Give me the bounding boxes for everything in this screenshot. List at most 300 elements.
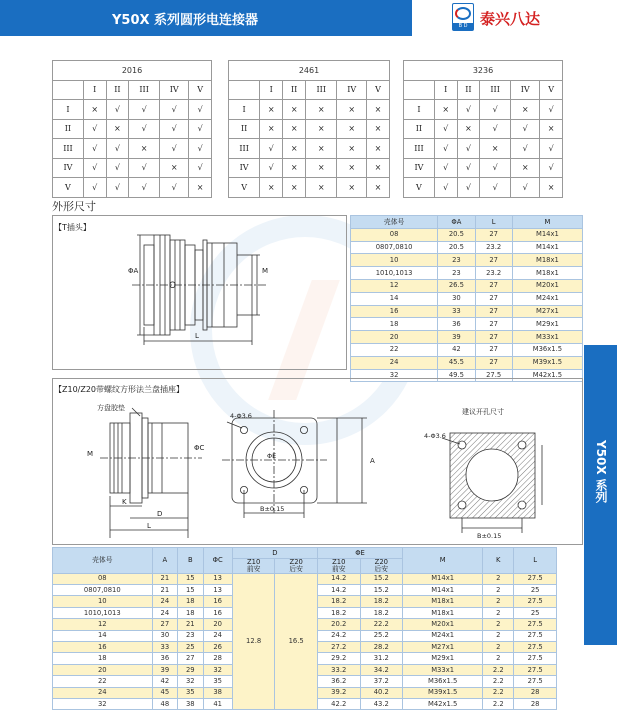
matrix-cell: √ <box>434 119 457 139</box>
matrix-cell: × <box>457 119 480 139</box>
z-table-row <box>53 573 557 584</box>
z-table-cell: 28 <box>514 698 557 709</box>
z-table-cell: 2.2 <box>483 687 514 698</box>
z-table-cell: 18.2 <box>360 596 403 607</box>
matrix-row-header: III <box>404 139 435 159</box>
t-table-cell: 36 <box>438 318 475 331</box>
matrix-col-header: II <box>457 80 480 100</box>
matrix-cell: √ <box>106 139 129 159</box>
z-table-cell: 2 <box>483 653 514 664</box>
matrix-col-header: IV <box>160 80 189 100</box>
matrix-col-header: V <box>540 80 563 100</box>
b-label-2: B±0.15 <box>477 532 502 540</box>
t-table-cell: 30 <box>438 292 475 305</box>
z-table-cell: 0807,0810 <box>53 584 153 595</box>
matrix-row <box>53 100 212 120</box>
z-table-cell: 21 <box>178 619 203 630</box>
matrix-cell: × <box>366 158 389 178</box>
matrix-cell: √ <box>189 100 212 120</box>
hole-size-label: 建议开孔尺寸 <box>462 408 504 416</box>
matrix-col-header: I <box>83 80 106 100</box>
z-table-cell: 23 <box>178 630 203 641</box>
z-table-cell: 16 <box>203 596 232 607</box>
z-table-cell: 25 <box>514 607 557 618</box>
matrix-cell: √ <box>83 139 106 159</box>
t-table-cell: M29x1 <box>512 318 582 331</box>
matrix-row <box>229 178 390 198</box>
matrix-cell: × <box>83 100 106 120</box>
t-table-cell: 27 <box>475 356 512 369</box>
brand-name: 泰兴八达 <box>480 10 541 28</box>
matrix-row-header: II <box>404 119 435 139</box>
matrix-cell: √ <box>83 158 106 178</box>
t-table-cell: 18 <box>351 318 438 331</box>
b-label-1: B±0.15 <box>260 505 285 513</box>
z-table-cell: 15.2 <box>360 584 403 595</box>
z-table-cell: 29.2 <box>317 653 360 664</box>
a-label: A <box>370 457 375 465</box>
z-table-cell: 21 <box>152 584 177 595</box>
m-label: M <box>262 267 269 275</box>
t-plug-drawing <box>52 215 347 370</box>
z-table-cell: 12 <box>53 619 153 630</box>
z-table-cell: 37.2 <box>360 676 403 687</box>
compat-matrix-3236 <box>403 60 563 198</box>
t-table-cell: 12 <box>351 279 438 292</box>
matrix-row-header: III <box>53 139 84 159</box>
t-table-cell: M39x1.5 <box>512 356 582 369</box>
z-table-cell: 2.2 <box>483 676 514 687</box>
matrix-cell: √ <box>129 100 160 120</box>
t-table-cell: 23.2 <box>475 241 512 254</box>
matrix-cell: × <box>434 100 457 120</box>
matrix-cell: √ <box>457 100 480 120</box>
t-table-cell: 14 <box>351 292 438 305</box>
z-table-cell: 33.2 <box>317 664 360 675</box>
compat-matrix-2016 <box>52 60 212 198</box>
z-table-cell: 22.2 <box>360 619 403 630</box>
matrix-cell: × <box>337 139 367 159</box>
matrix-row-header: V <box>404 178 435 198</box>
z-table-cell: 35 <box>203 676 232 687</box>
matrix-col-header: II <box>283 80 306 100</box>
matrix-cell: √ <box>434 158 457 178</box>
z-table-cell: 2 <box>483 619 514 630</box>
z-table-d-z20: 16.5 <box>275 573 318 710</box>
z-table-header: A <box>152 548 177 574</box>
t-table-cell: 23 <box>438 267 475 280</box>
t-table-cell: 08 <box>351 228 438 241</box>
z-table-cell: 18 <box>178 596 203 607</box>
z-table-cell: 15 <box>178 573 203 584</box>
z-table-cell: 27.5 <box>514 630 557 641</box>
z-table-cell: 2 <box>483 596 514 607</box>
matrix-col-header: I <box>260 80 283 100</box>
z-table-header: B <box>178 548 203 574</box>
matrix-cell: √ <box>189 158 212 178</box>
z-table-cell: 15.2 <box>360 573 403 584</box>
matrix-row <box>229 158 390 178</box>
z-table-header: 壳体号 <box>53 548 153 574</box>
t-table-cell: M24x1 <box>512 292 582 305</box>
z-table-cell: 29 <box>178 664 203 675</box>
matrix-cell: √ <box>511 178 540 198</box>
matrix-cell: √ <box>457 178 480 198</box>
phi-e-label: ΦE <box>267 452 277 460</box>
t-table-cell: 27 <box>475 305 512 318</box>
z-table-cell: 22 <box>53 676 153 687</box>
phi-a-label: ΦA <box>128 267 139 275</box>
z-table-cell: 14.2 <box>317 584 360 595</box>
t-table-cell: M18x1 <box>512 254 582 267</box>
matrix-cell: √ <box>160 178 189 198</box>
z-table-cell: 28.2 <box>360 641 403 652</box>
z-table-cell: 27.5 <box>514 664 557 675</box>
matrix-cell: × <box>306 100 337 120</box>
matrix-cell: √ <box>434 139 457 159</box>
z-table-cell: 13 <box>203 584 232 595</box>
matrix-cell: √ <box>480 100 511 120</box>
t-table-cell: 33 <box>438 305 475 318</box>
z-table-cell: 30 <box>152 630 177 641</box>
matrix-row <box>229 119 390 139</box>
z-table-cell: 41 <box>203 698 232 709</box>
matrix-col-header: V <box>189 80 212 100</box>
matrix-row-header: V <box>229 178 260 198</box>
t-table-cell: 20.5 <box>438 228 475 241</box>
d-label: D <box>157 510 163 518</box>
matrix-row <box>404 178 563 198</box>
matrix-row-header: II <box>53 119 84 139</box>
z-table-cell: 38 <box>178 698 203 709</box>
z-table-cell: M42x1.5 <box>403 698 483 709</box>
t-table-cell: M33x1 <box>512 331 582 344</box>
matrix-cell: √ <box>160 100 189 120</box>
series-side-tab <box>584 345 617 645</box>
z-table-cell: 15 <box>178 584 203 595</box>
matrix-col-header: III <box>480 80 511 100</box>
matrix-row-header: I <box>229 100 260 120</box>
matrix-cell: × <box>160 158 189 178</box>
matrix-cell: × <box>283 119 306 139</box>
z-table-cell: 31.2 <box>360 653 403 664</box>
z-table-subheader: Z20 后安 <box>275 559 318 574</box>
z-table-header: M <box>403 548 483 574</box>
t-table-cell: 27.5 <box>475 369 512 382</box>
matrix-row <box>404 139 563 159</box>
matrix-cell: √ <box>480 158 511 178</box>
matrix-cell: × <box>480 139 511 159</box>
matrix-col-header: I <box>434 80 457 100</box>
z-table-cell: 45 <box>152 687 177 698</box>
z-table-cell: 14 <box>53 630 153 641</box>
matrix-cell: √ <box>106 178 129 198</box>
z-table-cell: M18x1 <box>403 607 483 618</box>
z-table-cell: 32 <box>178 676 203 687</box>
matrix-col-header: III <box>129 80 160 100</box>
hole-label-2: 4-Φ3.6 <box>424 432 446 440</box>
matrix-row-header: III <box>229 139 260 159</box>
t-table-cell: 27 <box>475 292 512 305</box>
z-table-subheader: Z10 前安 <box>317 559 360 574</box>
matrix-cell: × <box>283 139 306 159</box>
z-table-cell: 2 <box>483 630 514 641</box>
matrix-cell: √ <box>189 119 212 139</box>
logo-text: B D <box>453 23 473 30</box>
z-table-cell: 27.5 <box>514 653 557 664</box>
matrix-cell: × <box>540 119 563 139</box>
matrix-cell: × <box>260 178 283 198</box>
matrix-cell: × <box>306 139 337 159</box>
t-table-cell: 32 <box>351 369 438 382</box>
matrix-title: 2461 <box>229 61 390 81</box>
z-table-cell: 16 <box>203 607 232 618</box>
t-table-row <box>351 279 583 292</box>
z-table-cell: 32 <box>53 698 153 709</box>
z-table-cell: 27.2 <box>317 641 360 652</box>
matrix-cell: √ <box>106 158 129 178</box>
z-table-cell: M33x1 <box>403 664 483 675</box>
matrix-cell: × <box>337 119 367 139</box>
matrix-col-header: II <box>106 80 129 100</box>
z-table-cell: 32 <box>203 664 232 675</box>
matrix-cell: × <box>283 100 306 120</box>
t-table-row <box>351 241 583 254</box>
compat-matrix-2461 <box>228 60 390 198</box>
z-table-cell: M39x1.5 <box>403 687 483 698</box>
t-table-cell: M42x1.5 <box>512 369 582 382</box>
t-table-row <box>351 318 583 331</box>
z-socket-label: 【Z10/Z20带螺纹方形法兰盘插座】 <box>54 385 185 394</box>
t-table-cell: 45.5 <box>438 356 475 369</box>
matrix-row <box>53 178 212 198</box>
matrix-cell: √ <box>457 139 480 159</box>
z-table-cell: 36.2 <box>317 676 360 687</box>
z-table-cell: 35 <box>178 687 203 698</box>
matrix-row-header: IV <box>404 158 435 178</box>
matrix-corner-cell <box>229 80 260 100</box>
matrix-row-header: I <box>404 100 435 120</box>
matrix-cell: × <box>337 100 367 120</box>
matrix-cell: √ <box>260 158 283 178</box>
t-table-row <box>351 254 583 267</box>
matrix-row <box>404 100 563 120</box>
t-table-cell: M20x1 <box>512 279 582 292</box>
matrix-cell: √ <box>434 178 457 198</box>
z-table-cell: 25.2 <box>360 630 403 641</box>
matrix-row <box>53 158 212 178</box>
gasket-label: 方盘胶垫 <box>97 404 125 412</box>
z-table-cell: 20.2 <box>317 619 360 630</box>
matrix-cell: √ <box>129 178 160 198</box>
matrix-row-header: IV <box>229 158 260 178</box>
matrix-row-header: II <box>229 119 260 139</box>
z-table-cell: M14x1 <box>403 573 483 584</box>
matrix-col-header: V <box>366 80 389 100</box>
z-table-cell: 16 <box>53 641 153 652</box>
z-table-cell: 36 <box>152 653 177 664</box>
z-table-cell: 24 <box>152 607 177 618</box>
z-table-cell: M20x1 <box>403 619 483 630</box>
matrix-cell: × <box>129 139 160 159</box>
z-table-cell: 13 <box>203 573 232 584</box>
t-table-header: ΦA <box>438 216 475 229</box>
logo-icon <box>452 3 474 31</box>
t-table-cell: M14x1 <box>512 228 582 241</box>
t-table-row <box>351 228 583 241</box>
z-table-header: K <box>483 548 514 574</box>
hole-label-1: 4-Φ3.6 <box>230 412 252 420</box>
z-table-cell: 39.2 <box>317 687 360 698</box>
t-table-cell: 27 <box>475 254 512 267</box>
t-table-row <box>351 331 583 344</box>
z-table-cell: 27 <box>178 653 203 664</box>
z-table-cell: 2 <box>483 573 514 584</box>
matrix-row <box>229 139 390 159</box>
matrix-cell: √ <box>83 178 106 198</box>
matrix-cell: × <box>366 119 389 139</box>
z-table-cell: 39 <box>152 664 177 675</box>
z-table-cell: 2.2 <box>483 664 514 675</box>
matrix-cell: × <box>540 178 563 198</box>
t-table-cell: 27 <box>475 279 512 292</box>
matrix-row <box>53 119 212 139</box>
t-table-row <box>351 356 583 369</box>
matrix-cell: × <box>366 100 389 120</box>
z-table-cell: 24 <box>203 630 232 641</box>
z-table-header: ΦE <box>317 548 402 559</box>
z-table-cell: 2 <box>483 584 514 595</box>
z-table-cell: M27x1 <box>403 641 483 652</box>
z-table-cell: 48 <box>152 698 177 709</box>
matrix-cell: √ <box>260 139 283 159</box>
t-table-cell: 27 <box>475 318 512 331</box>
matrix-cell: √ <box>511 119 540 139</box>
t-table-header: M <box>512 216 582 229</box>
matrix-row-header: I <box>53 100 84 120</box>
k-label: K <box>122 498 127 506</box>
z-table-cell: 08 <box>53 573 153 584</box>
z-table-cell: 1010,1013 <box>53 607 153 618</box>
t-table-row <box>351 305 583 318</box>
matrix-row <box>53 139 212 159</box>
t-table-cell: 49.5 <box>438 369 475 382</box>
t-table-row <box>351 292 583 305</box>
matrix-row <box>229 100 390 120</box>
matrix-cell: √ <box>540 100 563 120</box>
z-table-cell: 43.2 <box>360 698 403 709</box>
t-plug-label: 【T插头】 <box>54 223 91 232</box>
l-dim-label: L <box>147 522 151 530</box>
z-table-cell: 26 <box>203 641 232 652</box>
matrix-cell: × <box>511 100 540 120</box>
t-table-cell: 27 <box>475 228 512 241</box>
t-table-cell: 26.5 <box>438 279 475 292</box>
phi-c-label: ΦC <box>194 444 205 452</box>
z-table-cell: 18.2 <box>317 607 360 618</box>
matrix-row <box>404 158 563 178</box>
t-table-row <box>351 267 583 280</box>
z-table-cell: 2 <box>483 641 514 652</box>
page-title: Y50X 系列圆形电连接器 <box>112 13 259 28</box>
matrix-corner-cell <box>404 80 435 100</box>
t-table-header: L <box>475 216 512 229</box>
z-table-cell: 24.2 <box>317 630 360 641</box>
z-table-cell: 42.2 <box>317 698 360 709</box>
t-table-cell: 23 <box>438 254 475 267</box>
matrix-cell: × <box>260 119 283 139</box>
l-label: L <box>195 332 199 340</box>
matrix-col-header: IV <box>511 80 540 100</box>
z-table-subheader: Z10 前安 <box>232 559 275 574</box>
t-plug-spec-table <box>350 215 583 382</box>
t-table-cell: M36x1.5 <box>512 343 582 356</box>
z-socket-drawing <box>52 378 583 545</box>
matrix-cell: × <box>306 158 337 178</box>
matrix-cell: √ <box>540 139 563 159</box>
matrix-cell: √ <box>160 119 189 139</box>
matrix-cell: × <box>366 139 389 159</box>
section-title-dimensions: 外形尺寸 <box>52 200 96 213</box>
matrix-cell: × <box>337 158 367 178</box>
z-table-cell: 25 <box>514 584 557 595</box>
z-table-subheader: Z20 后安 <box>360 559 403 574</box>
t-table-header: 壳体号 <box>351 216 438 229</box>
z-table-cell: 24 <box>152 596 177 607</box>
z-table-cell: 34.2 <box>360 664 403 675</box>
matrix-row-header: V <box>53 178 84 198</box>
z-table-cell: 27.5 <box>514 641 557 652</box>
matrix-cell: √ <box>540 158 563 178</box>
matrix-cell: √ <box>480 119 511 139</box>
z-table-cell: 27 <box>152 619 177 630</box>
z-table-cell: M36x1.5 <box>403 676 483 687</box>
matrix-cell: × <box>306 119 337 139</box>
z-table-header: ΦC <box>203 548 232 574</box>
z-table-d-z10: 12.8 <box>232 573 275 710</box>
matrix-row-header: IV <box>53 158 84 178</box>
t-table-cell: M14x1 <box>512 241 582 254</box>
z-table-cell: 28 <box>203 653 232 664</box>
matrix-title: 3236 <box>404 61 563 81</box>
z-table-cell: 20 <box>53 664 153 675</box>
matrix-cell: √ <box>129 119 160 139</box>
matrix-cell: × <box>366 178 389 198</box>
matrix-cell: × <box>306 178 337 198</box>
matrix-cell: × <box>189 178 212 198</box>
z-table-cell: 10 <box>53 596 153 607</box>
z-table-cell: 27.5 <box>514 596 557 607</box>
z-socket-spec-table <box>52 547 557 710</box>
z-table-cell: 27.5 <box>514 676 557 687</box>
t-table-cell: 0807,0810 <box>351 241 438 254</box>
z-table-cell: 27.5 <box>514 573 557 584</box>
t-table-cell: 20.5 <box>438 241 475 254</box>
t-table-cell: 1010,1013 <box>351 267 438 280</box>
matrix-cell: √ <box>457 158 480 178</box>
z-table-cell: 40.2 <box>360 687 403 698</box>
t-table-cell: M18x1 <box>512 267 582 280</box>
t-table-cell: M27x1 <box>512 305 582 318</box>
matrix-cell: × <box>283 178 306 198</box>
z-table-header: D <box>232 548 317 559</box>
t-table-cell: 27 <box>475 331 512 344</box>
t-table-cell: 39 <box>438 331 475 344</box>
m-dim-label: M <box>87 450 94 458</box>
matrix-cell: × <box>337 178 367 198</box>
t-table-cell: 24 <box>351 356 438 369</box>
t-table-row <box>351 343 583 356</box>
